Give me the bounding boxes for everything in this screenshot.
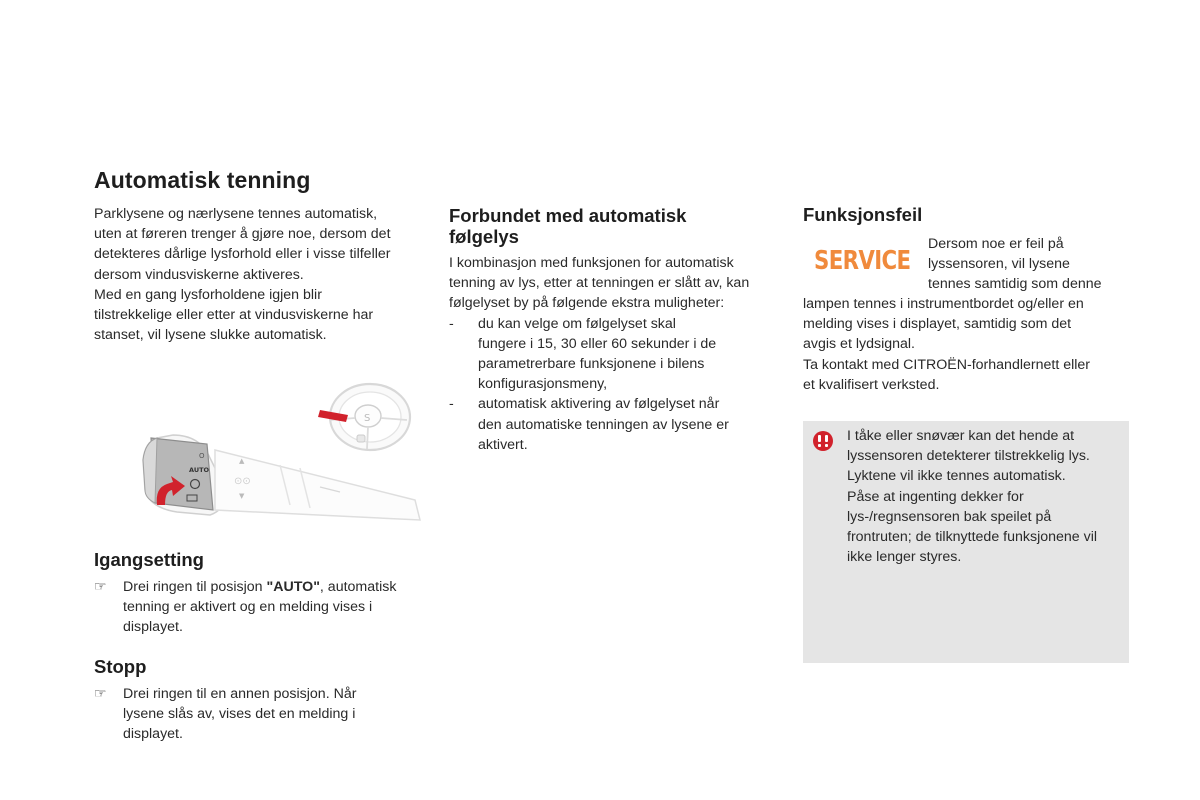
text-line: du kan velge om følgelyset skal <box>478 315 676 332</box>
text-line: lyssensoren detekterer tilstrekkelig lys. <box>847 448 1090 465</box>
list-item <box>449 394 789 455</box>
text-line: displayet. <box>123 726 183 743</box>
text-line: frontruten; de tilknyttede funksjonene vil <box>847 529 1098 546</box>
text-line: Ta kontakt med CITROËN-forhandlernett eller <box>803 356 1091 373</box>
text-line: konfigurasjonsmeny, <box>478 376 608 393</box>
malfunction-text <box>803 294 1143 395</box>
service-warning-icon: SERVICE <box>814 246 911 276</box>
list-item <box>449 314 789 395</box>
svg-text:▼: ▼ <box>239 492 245 500</box>
warning-exclamation-icon <box>813 431 833 451</box>
text-line: ikke lenger styres. <box>847 549 962 566</box>
text-line: I kombinasjon med funksjonen for automatisk <box>449 255 734 271</box>
text-line: Drei ringen til posisjon "AUTO", automatisk <box>123 579 397 595</box>
text-line: displayet. <box>123 619 183 636</box>
light-stalk-illustration <box>115 380 425 550</box>
malfunction-side-text <box>928 234 1128 295</box>
svg-text:▲: ▲ <box>239 457 245 465</box>
text-line: parametrerbare funksjonene i bilens <box>478 356 705 373</box>
text-line: følgelyset by på følgende ekstra muligheter: <box>449 295 725 312</box>
title-line: Forbundet med automatisk <box>449 205 687 226</box>
hand-pointer-icon: ☞ <box>94 579 107 595</box>
dash-marker: - <box>449 396 454 413</box>
text-line: Lyktene vil ikke tennes automatisk. <box>847 468 1066 485</box>
text-line: lys-/regnsensoren bak speilet på <box>847 508 1052 525</box>
text-line: dersom vindusviskerne aktiveres. <box>94 266 304 283</box>
text-line: lampen tennes i instrumentbordet og/eller en <box>803 296 1084 312</box>
text-line: detekteres dårlige lysforhold eller i visse tilfeller <box>94 246 391 263</box>
section-title-follow-me <box>449 205 686 247</box>
text-line: Drei ringen til en annen posisjon. Når <box>123 686 357 702</box>
svg-text:S: S <box>364 413 371 424</box>
text-line: aktivert. <box>478 436 528 453</box>
text-line: tenning av lys, etter at tenningen er slått av, kan <box>449 275 750 292</box>
stop-bullet <box>94 684 434 745</box>
text-line: stanset, vil lysene slukke automatisk. <box>94 327 327 344</box>
text-line: Parklysene og nærlysene tennes automatisk, <box>94 206 378 222</box>
dash-marker: - <box>449 315 454 332</box>
text-line: tennes samtidig som denne <box>928 276 1102 293</box>
hand-pointer-icon: ☞ <box>94 686 107 702</box>
intro-text <box>94 204 434 345</box>
text-line: fungere i 15, 30 eller 60 sekunder i de <box>478 335 717 352</box>
text-line: uten at føreren trenger å gjøre noe, dersom det <box>94 226 391 243</box>
page-title: Automatisk tenning <box>94 167 311 193</box>
auto-keyword: "AUTO" <box>266 579 320 595</box>
text-line: Påse at ingenting dekker for <box>847 488 1024 505</box>
follow-me-text <box>449 253 789 455</box>
text-line: Med en gang lysforholdene igjen blir <box>94 286 322 303</box>
svg-text:⊙⊙: ⊙⊙ <box>234 476 251 487</box>
text-line: tenning er aktivert og en melding vises i <box>123 599 373 616</box>
text-line: Dersom noe er feil på <box>928 236 1064 252</box>
text-line: melding vises i displayet, samtidig som det <box>803 316 1072 333</box>
svg-text:O: O <box>199 452 205 460</box>
text-line: tilstrekkelige eller etter at vindusviskerne har <box>94 307 374 324</box>
title-line: følgelys <box>449 226 519 247</box>
section-title-start: Igangsetting <box>94 549 204 570</box>
section-title-malfunction: Funksjonsfeil <box>803 204 923 225</box>
text-line: lyssensoren, vil lysene <box>928 256 1070 273</box>
auto-ring-label: AUTO <box>189 466 210 474</box>
warning-text <box>847 426 1127 567</box>
text-line: avgis et lydsignal. <box>803 336 915 353</box>
text-line: automatisk aktivering av følgelyset når <box>478 396 720 413</box>
start-bullet <box>94 577 434 638</box>
warning-box <box>803 421 1129 663</box>
section-title-stop: Stopp <box>94 656 147 677</box>
text-line: I tåke eller snøvær kan det hende at <box>847 428 1075 444</box>
text-line: den automatiske tenningen av lysene er <box>478 416 729 433</box>
text-line: lysene slås av, vises det en melding i <box>123 706 356 723</box>
text-line: et kvalifisert verksted. <box>803 376 940 393</box>
